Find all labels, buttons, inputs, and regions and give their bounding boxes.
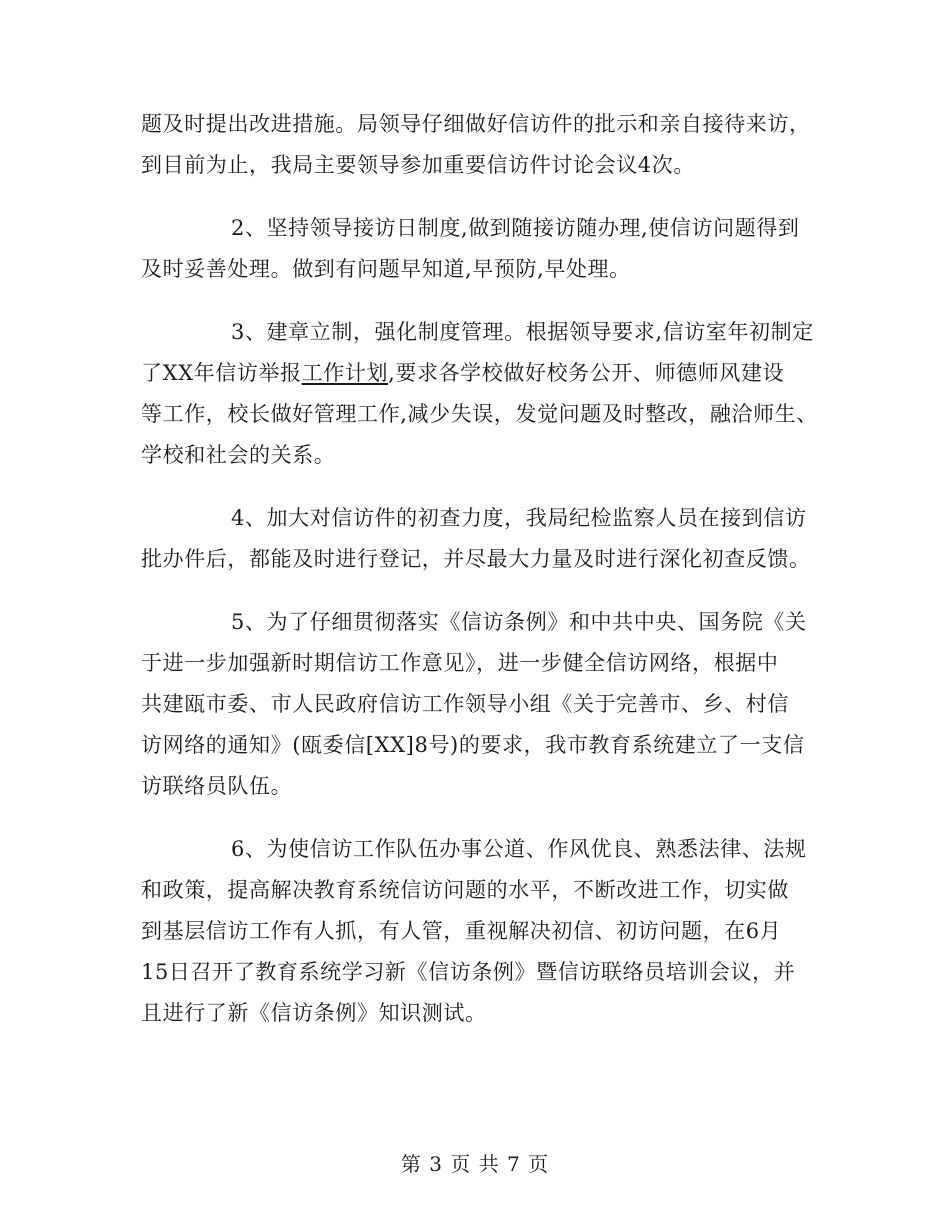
text-line: 共建瓯市委、市人民政府信访工作领导小组《关于完善市、乡、村信 bbox=[141, 692, 789, 716]
paragraph-item-2 bbox=[141, 208, 813, 290]
text-line: 4、加大对信访件的初查力度，我局纪检监察人员在接到信访 bbox=[231, 506, 807, 530]
text-line: 5、为了仔细贯彻落实《信访条例》和中共中央、国务院《关 bbox=[231, 610, 807, 634]
text-line: 到基层信访工作有人抓，有人管，重视解决初信、初访问题，在6月 bbox=[141, 919, 782, 943]
text-line: 批办件后，都能及时进行登记，并尽最大力量及时进行深化初查反馈。 bbox=[141, 547, 811, 571]
document-body bbox=[141, 104, 818, 1056]
paragraph-item-3 bbox=[141, 312, 818, 476]
text-line-with-link bbox=[141, 353, 813, 394]
paragraph-item-6 bbox=[141, 829, 813, 1034]
text-line: 3、建章立制，强化制度管理。根据领导要求,信访室年初制定 bbox=[231, 320, 814, 344]
work-plan-link[interactable]: 工作计划 bbox=[301, 361, 389, 385]
text-line: 访网络的通知》(瓯委信[XX]8号)的要求，我市教育系统建立了一支信 bbox=[141, 733, 805, 757]
text-line: 2、坚持领导接访日制度,做到随接访随办理,使信访问题得到 bbox=[231, 216, 800, 240]
paragraph-item-4 bbox=[141, 498, 813, 580]
text-line: 6、为使信访工作队伍办事公道、作风优良、熟悉法律、法规 bbox=[231, 837, 807, 861]
text-line: 访联络员队伍。 bbox=[141, 774, 293, 798]
text-line: 学校和社会的关系。 bbox=[141, 443, 336, 467]
text-line: 15日召开了教育系统学习新《信访条例》暨信访联络员培训会议，并 bbox=[141, 960, 796, 984]
text-segment: 了XX年信访举报 bbox=[141, 361, 302, 385]
text-line: 到目前为止，我局主要领导参加重要信访件讨论会议4次。 bbox=[141, 153, 695, 177]
text-line: 等工作，校长做好管理工作,减少失误，发觉问题及时整改，融洽师生、 bbox=[141, 402, 818, 426]
text-line: 且进行了新《信访条例》知识测试。 bbox=[141, 1001, 487, 1025]
text-line: 于进一步加强新时期信访工作意见》，进一步健全信访网络，根据中 bbox=[141, 651, 779, 675]
page-number-footer: 第 3 页 共 7 页 bbox=[400, 1152, 550, 1176]
paragraph-continuation bbox=[141, 104, 813, 186]
text-segment: ,要求各学校做好校务公开、师德师风建设 bbox=[388, 361, 785, 385]
text-line: 题及时提出改进措施。局领导仔细做好信访件的批示和亲自接待来访， bbox=[141, 112, 811, 136]
text-line: 和政策，提高解决教育系统信访问题的水平，不断改进工作，切实做 bbox=[141, 878, 789, 902]
paragraph-item-5 bbox=[141, 602, 813, 807]
text-line: 及时妥善处理。做到有问题早知道,早预防,早处理。 bbox=[141, 257, 631, 281]
